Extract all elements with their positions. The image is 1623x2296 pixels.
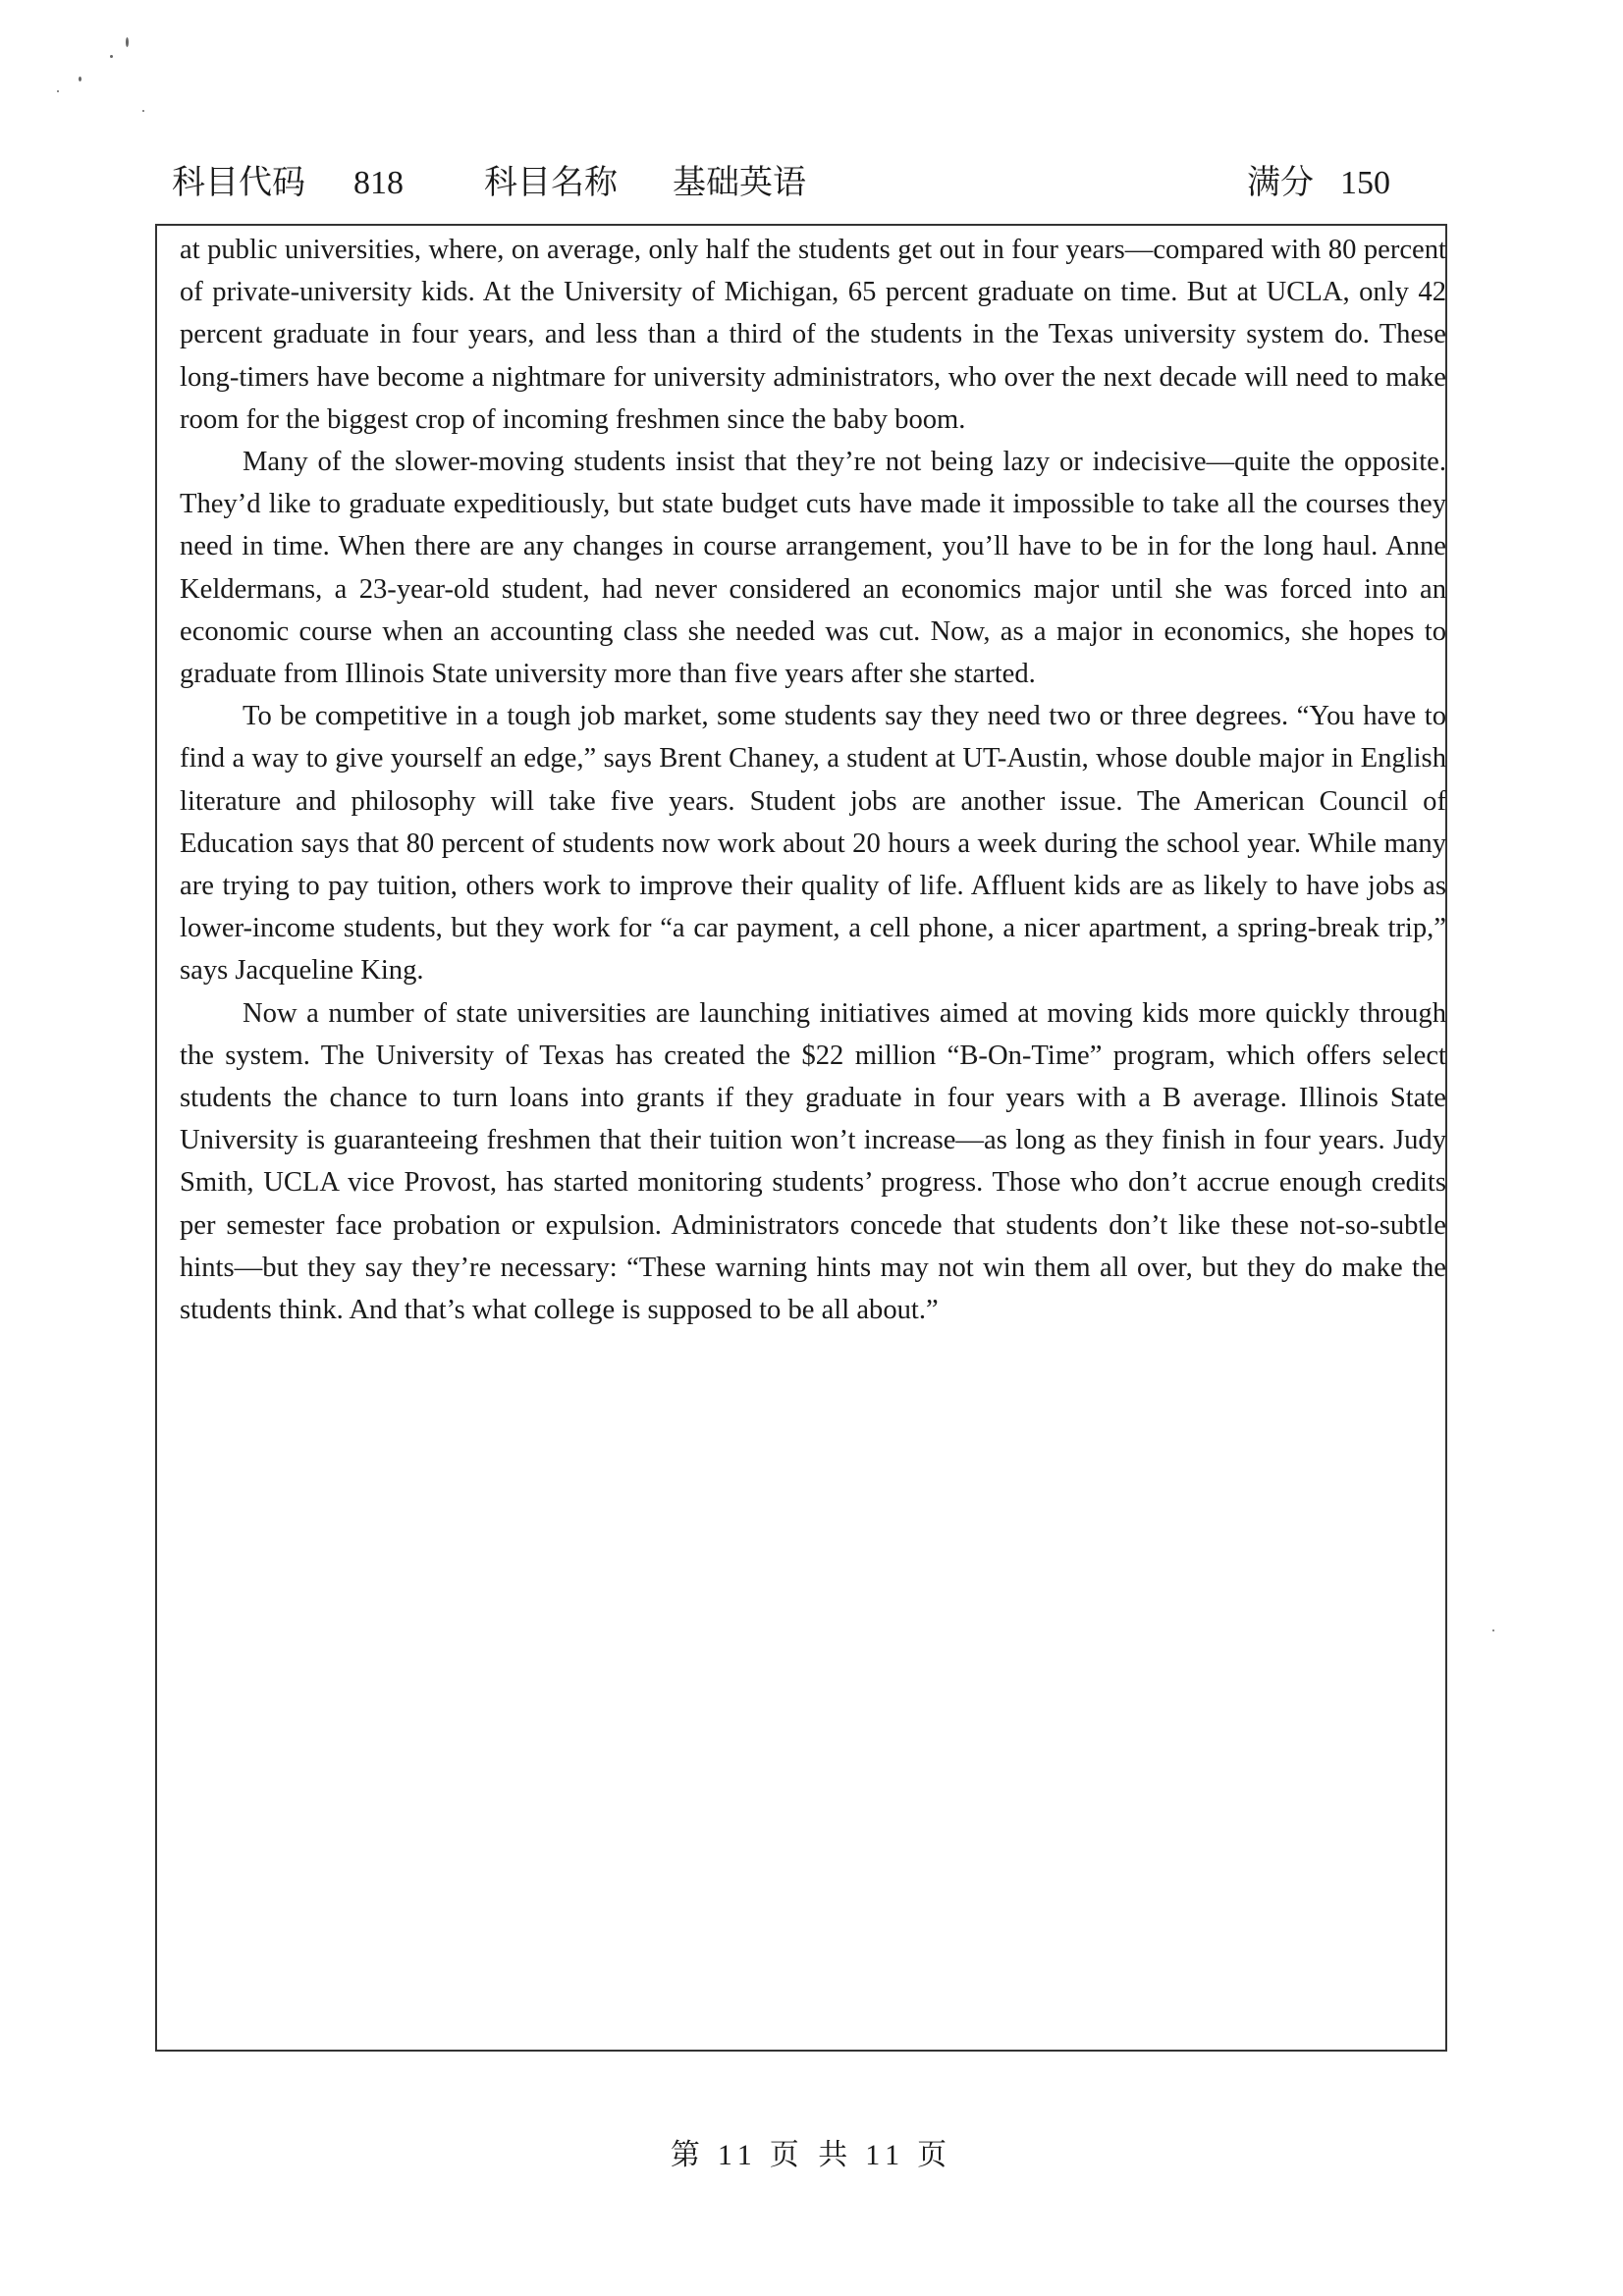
scan-speck [126, 37, 129, 47]
scan-speck [1492, 1629, 1494, 1631]
passage-paragraph-3: To be competitive in a tough job market, some students say they need two or three degrees. “You have to find a way to give yourself an edge,” says Brent Chaney, a student at UT-Austin, whose double major in English literature and philosophy will take five years. Student jobs are another issue. The American Council of Education says that 80 percent of students now work about 20 hours a week during the school year. While many are trying to pay tuition, others work to improve their quality of life. Affluent kids are as likely to have jobs as lower-income students, but they work for “a car payment, a cell phone, a nicer apartment, a spring-break trip,” says Jacqueline King. [180, 701, 1446, 987]
full-score-label: 满分 [1247, 165, 1314, 201]
passage-paragraph-2: Many of the slower-moving students insist that they’re not being lazy or indecisive—quite the opposite. They’d like to graduate expeditiously, but state budget cuts have made it impossible to take all the courses they need in time. When there are any changes in course arrangement, you’ll have to be in for the long haul. Anne Keldermans, a 23-year-old student, had never considered an economics major until she was forced into an economic course when an accounting class she needed was cut. Now, as a major in economics, she hopes to graduate from Illinois State university more than five years after she started. [180, 447, 1446, 690]
subject-name-label: 科目名称 [484, 165, 618, 201]
page-mid: 页 共 [769, 2139, 854, 2171]
reading-passage [180, 229, 1446, 1331]
passage-paragraph-1: at public universities, where, on average, only half the students get out in four years—compared with 80 percent of private-university kids. At the University of Michigan, 65 percent graduate on time. But at UCLA, only 42 percent graduate in four years, and less than a third of the students in the Texas university system do. These long-timers have become a nightmare for university administrators, who over the next decade will need to make room for the biggest crop of incoming freshmen since the baby boom. [180, 235, 1446, 435]
exam-header [172, 159, 1399, 208]
scan-speck [110, 55, 113, 58]
scan-speck [142, 110, 144, 112]
page-prefix: 第 [670, 2139, 706, 2171]
subject-code-label: 科目代码 [172, 165, 305, 201]
passage-paragraph-4: Now a number of state universities are launching initiatives aimed at moving kids more quickly through the system. The University of Texas has created the $22 million “B-On-Time” program, which offers select students the chance to turn loans into grants if they graduate in four years with a B average. Illinois State University is guaranteeing freshmen that their tuition won’t increase—as long as they finish in four years. Judy Smith, UCLA vice Provost, has started monitoring students’ progress. Those who don’t accrue enough credits per semester face probation or expulsion. Administrators concede that students don’t like these not-so-subtle hints—but they say they’re necessary: “These warning hints may not win them all over, but they do make the students think. And that’s what college is supposed to be all about.” [180, 997, 1446, 1326]
page-current: 11 [717, 2139, 758, 2171]
full-score-value: 150 [1340, 165, 1390, 201]
page-total: 11 [865, 2139, 906, 2171]
scan-speck [79, 77, 81, 81]
subject-name-value: 基础英语 [673, 165, 806, 201]
page-suffix: 页 [917, 2139, 953, 2171]
subject-code-value: 818 [353, 165, 404, 201]
page-number-footer [0, 2130, 1623, 2173]
scan-speck [57, 90, 59, 92]
